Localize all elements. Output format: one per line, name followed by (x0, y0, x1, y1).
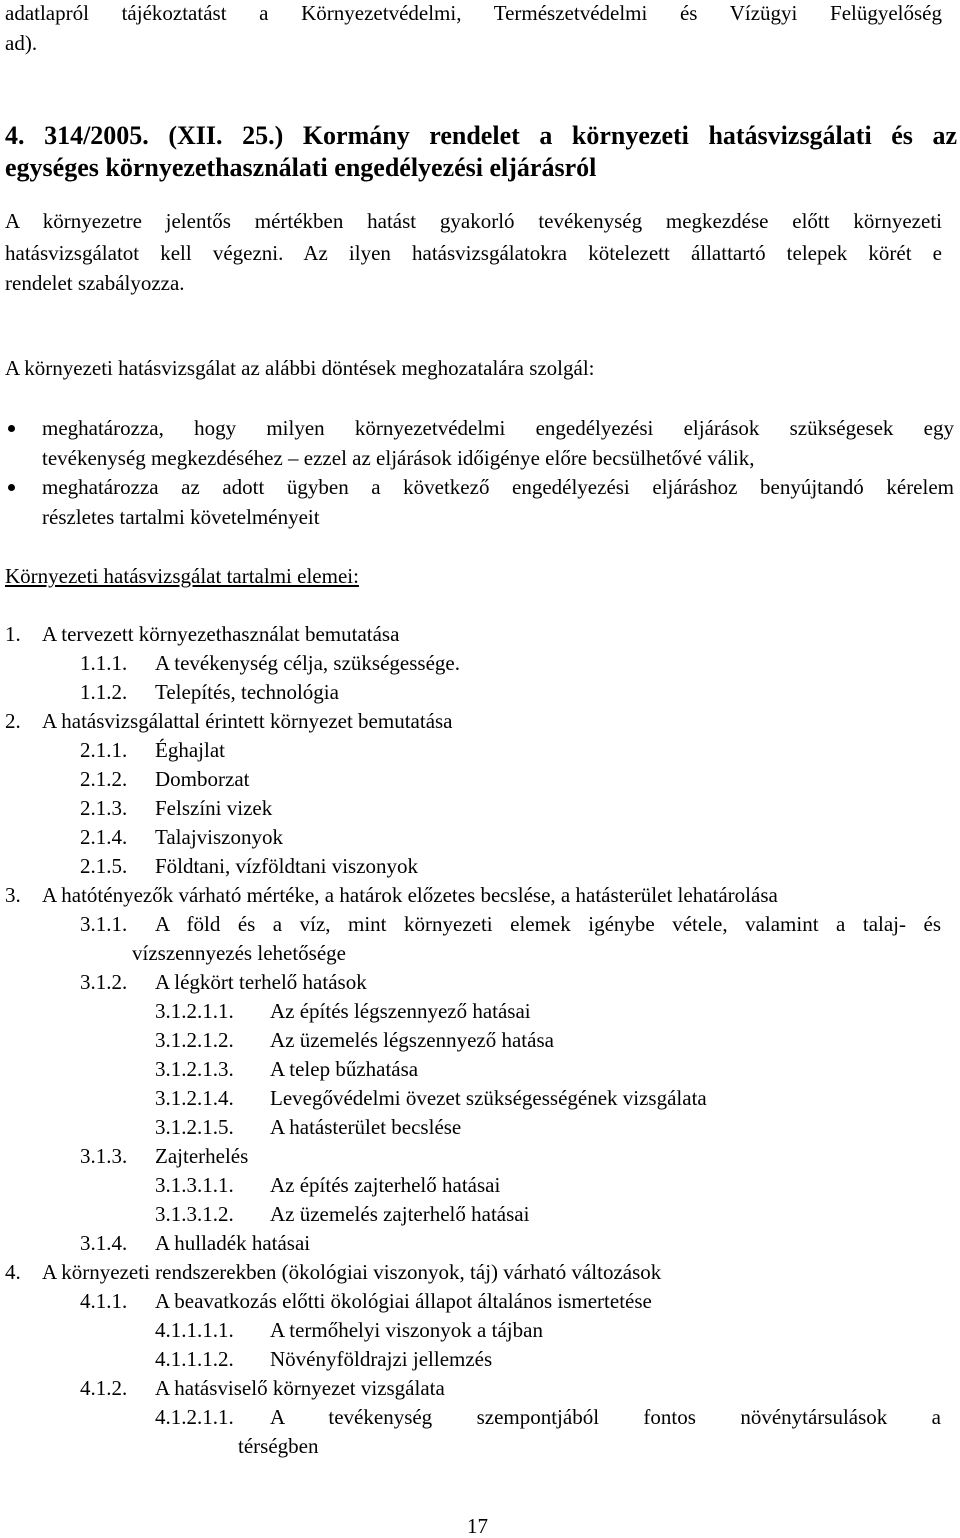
outline-number: 4. (5, 1260, 21, 1284)
outline-text: Zajterhelés (155, 1144, 249, 1168)
paragraph-line: rendelet szabályozza. (5, 271, 185, 295)
outline-number: 3. (5, 883, 21, 907)
outline-text: Az építés légszennyező hatásai (270, 999, 531, 1023)
outline-number: 2.1.4. (80, 825, 128, 849)
outline-text: Levegővédelmi övezet szükségességének vizsgálata (270, 1086, 707, 1110)
outline-text: A föld és a víz, mint környezeti elemek igénybe vétele, valamint a talaj- és (155, 912, 941, 936)
outline-number: 3.1.4. (80, 1231, 128, 1255)
outline-number: 3.1.2.1.5. (155, 1115, 234, 1139)
outline-text: Telepítés, technológia (155, 680, 339, 704)
outline-text: Felszíni vizek (155, 796, 273, 820)
outline-number: 3.1.2.1.2. (155, 1028, 234, 1052)
outline-text: Növényföldrajzi jellemzés (270, 1347, 493, 1371)
outline-number: 2.1.5. (80, 854, 128, 878)
outline-number: 1. (5, 622, 21, 646)
outline-number: 1.1.1. (80, 651, 128, 675)
contents-title: Környezeti hatásvizsgálat tartalmi elemei: (5, 564, 359, 588)
outline-text: térségben (238, 1434, 319, 1458)
outline-text: A hatásvizsgálattal érintett környezet bemutatása (42, 709, 453, 733)
outline-number: 3.1.1. (80, 912, 128, 936)
outline-number: 4.1.2.1.1. (155, 1405, 234, 1429)
outline-text: A tevékenység célja, szükségessége. (155, 651, 460, 675)
section-heading: 4. 314/2005. (XII. 25.) Kormány rendelet a környezeti hatásvizsgálati és az (5, 121, 957, 150)
outline-text: A telep bűzhatása (270, 1057, 419, 1081)
paragraph-line: A környezetre jelentős mértékben hatást gyakorló tevékenység megkezdése előtt környezeti (5, 209, 942, 233)
bullet-text-line: részletes tartalmi követelményeit (42, 505, 320, 529)
paragraph-line: hatásvizsgálatot kell végezni. Az ilyen hatásvizsgálatokra kötelezett állattartó telepek körét e (5, 241, 942, 265)
page-number: 17 (467, 1514, 488, 1538)
outline-number: 4.1.1.1.2. (155, 1347, 234, 1371)
outline-number: 2.1.3. (80, 796, 128, 820)
outline-text: A hulladék hatásai (155, 1231, 311, 1255)
outline-text: Az építés zajterhelő hatásai (270, 1173, 501, 1197)
outline-number: 2.1.1. (80, 738, 128, 762)
bullet-text-line: meghatározza az adott ügyben a következő engedélyezési eljáráshoz benyújtandó kérelem (42, 475, 954, 499)
outline-number: 3.1.2.1.1. (155, 999, 234, 1023)
outline-text: Az üzemelés légszennyező hatása (270, 1028, 554, 1052)
outline-number: 2. (5, 709, 21, 733)
outline-number: 3.1.3. (80, 1144, 128, 1168)
outline-text: A beavatkozás előtti ökológiai állapot általános ismertetése (155, 1289, 652, 1313)
outline-text: Talajviszonyok (155, 825, 283, 849)
outline-number: 4.1.1. (80, 1289, 128, 1313)
outline-text: A hatásterület becslése (270, 1115, 462, 1139)
bullet-text-line: meghatározza, hogy milyen környezetvédelmi engedélyezési eljárások szükségesek egy (42, 416, 954, 440)
outline-number: 4.1.2. (80, 1376, 128, 1400)
outline-text: vízszennyezés lehetősége (132, 941, 346, 965)
body-text-line: adatlapról tájékoztatást a Környezetvédelmi, Természetvédelmi és Vízügyi Felügyelőség (5, 1, 942, 25)
bullet-icon (8, 484, 15, 491)
outline-number: 3.1.2.1.3. (155, 1057, 234, 1081)
outline-text: Földtani, vízföldtani viszonyok (155, 854, 419, 878)
outline-number: 3.1.2. (80, 970, 128, 994)
outline-text: A tervezett környezethasználat bemutatása (42, 622, 400, 646)
outline-number: 3.1.3.1.2. (155, 1202, 234, 1226)
outline-text: A termőhelyi viszonyok a tájban (270, 1318, 543, 1342)
body-text-line: ad). (5, 31, 38, 55)
outline-text: A környezeti rendszerekben (ökológiai viszonyok, táj) várható változások (42, 1260, 662, 1284)
outline-text: A hatótényezők várható mértéke, a határok előzetes becslése, a hatásterület lehatárolása (42, 883, 778, 907)
outline-number: 3.1.2.1.4. (155, 1086, 234, 1110)
bullet-icon (8, 425, 15, 432)
outline-text: A tevékenység szempontjából fontos növénytársulások a (270, 1405, 941, 1429)
outline-number: 2.1.2. (80, 767, 128, 791)
outline-text: A hatásviselő környezet vizsgálata (155, 1376, 445, 1400)
outline-text: Éghajlat (155, 738, 225, 762)
outline-number: 1.1.2. (80, 680, 128, 704)
outline-number: 4.1.1.1.1. (155, 1318, 234, 1342)
paragraph-line: A környezeti hatásvizsgálat az alábbi döntések meghozatalára szolgál: (5, 356, 595, 380)
outline-text: A légkört terhelő hatások (155, 970, 367, 994)
bullet-text-line: tevékenység megkezdéséhez – ezzel az eljárások időigénye előre becsülhetővé válik, (42, 446, 755, 470)
outline-text: Az üzemelés zajterhelő hatásai (270, 1202, 530, 1226)
outline-text: Domborzat (155, 767, 250, 791)
section-heading: egységes környezethasználati engedélyezési eljárásról (5, 153, 597, 182)
outline-number: 3.1.3.1.1. (155, 1173, 234, 1197)
